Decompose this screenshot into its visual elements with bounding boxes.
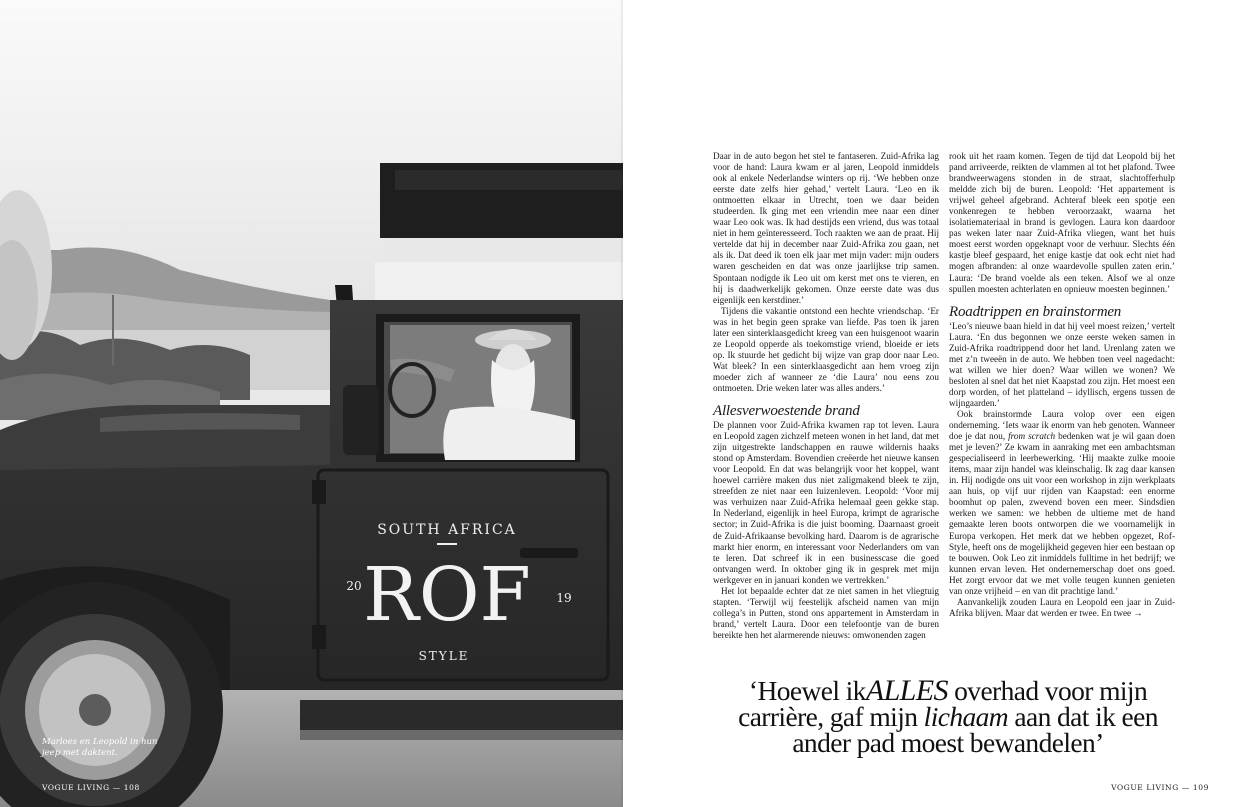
- paragraph: Aanvankelijk zouden Laura en Leopold een jaar in Zuid-Afrika blijven. Maar dat werden er twee. En twee →: [949, 596, 1175, 618]
- door-logo-rule: [437, 543, 457, 545]
- quote-emphasis: lichaam: [923, 701, 1009, 732]
- article-column-2: [949, 151, 1175, 619]
- door-logo-right-year: 19: [556, 591, 572, 605]
- right-page-article: [623, 0, 1247, 807]
- emphasis: from scratch: [1008, 431, 1056, 442]
- jeep-photo: [0, 0, 623, 807]
- left-page-photo: [0, 0, 623, 807]
- quote-text: ‘Hoewel ik: [748, 675, 866, 706]
- door-logo-bottom: STYLE: [418, 649, 470, 663]
- pull-quote: [713, 674, 1183, 758]
- paragraph: Tijdens die vakantie ontstond een hechte vriendschap. ‘Er was in het begin geen sprake van liefde. Pas toen ik jaren later een sinterklaasgedicht kreeg van een huisgenoot waarin ze Leopold opperde als toekomstige vriend, bloeide er iets op. Ik stuurde het gedicht bij wijze van grap door naar Leo. Wat bleek? In een sinterklaasgedicht aan hem vroeg zijn moeder zich af wanneer ze ‘die Laura’ nou eens zou ontmoeten. Drie weken later was alles anders.’: [713, 305, 939, 393]
- paragraph: De plannen voor Zuid-Afrika kwamen rap tot leven. Laura en Leopold zagen zichzelf meteen wonen in het land, dat met zijn uitgestrekte landschappen en rauwe wildernis haaks stond op Amsterdam. Bovendien creëerde het nieuwe kansen voor Leopold. En dat was belangrijk voor het koppel, want hoewel carrière maken dus niet zaligmakend bleek te zijn, streefden ze niet naar een luizenleven. Leopold: ‘Voor mij was verhuizen naar Zuid-Afrika helemaal geen gekke stap. In Nederland, eigenlijk in heel Europa, krimpt de agrarische sector; in Zuid-Afrika is die juist booming. Daarnaast groeit de Zuid-Afrikaanse bevolking hard. Daarom is de agrarische markt hier enorm, en interessant voor Nederlanders om van te leren. Dat schreef ik in een businesscase die goed ontvangen werd. In oktober ging ik in gesprek met mijn werkgever en in januari konden we vertrekken.’: [713, 420, 939, 585]
- paragraph: Het lot bepaalde echter dat ze niet samen in het vliegtuig stapten. ‘Terwijl wij feestelijk afscheid namen van mijn collega’s in Putten, stond ons appartement in Amsterdam in brand,’ vertelt Laura. Door een telefoontje van de buren bereikte hen het alarmerende nieuws: omwonenden zagen: [713, 585, 939, 640]
- photo-caption: Marloes en Leopold in hun jeep met daktent.: [42, 737, 158, 758]
- subhead-brand: Allesverwoestende brand: [713, 403, 860, 420]
- paragraph: [949, 409, 1175, 597]
- paragraph: Daar in de auto begon het stel te fantaseren. Zuid-Afrika lag voor de hand: Laura kwam er al jaren, Leopold inmiddels ook al enkele Nederlandse winters op rij. ‘We hebben onze eerste date zelfs hier gehad,’ vertelt Laura. ‘Leo en ik ontmoetten elkaar in Utrecht, toen we daar beiden studeerden. Ik ging met een vriendin mee naar een diner waar Leo ook was. Ik had destijds een vriend, dus was totaal niet in hem geïnteresseerd. Toch raakten we aan de praat. Hij vertelde dat hij in december naar Zuid-Afrika zou gaan, net als ik. Dat deed ik toen elk jaar met mijn vader: mijn ouders waren gescheiden en dat was onze jaarlijkse trip samen. Spontaan nodigde ik Leo uit om kerst met ons te vieren, en hij is daadwerkelijk gekomen. Onze eerste date was dus eigenlijk een kerstdiner.’: [713, 151, 939, 305]
- folio-left: VOGUE LIVING — 108: [42, 783, 140, 792]
- quote-text: aan dat ik een ander pad moest bewandelen’: [792, 701, 1158, 758]
- subhead-roadtrip: Roadtrippen en brainstormen: [949, 303, 1122, 320]
- door-logo-main: ROF: [363, 552, 531, 638]
- paragraph-text: bedenken wat je wil gaan doen met je leven?’ Ze kwam in aanraking met een ambachtsman gespecialiseerd in leerbewerking. ‘Hij maakte zulke mooie items, maar zijn handel was kleinschalig. Ik zag daar kansen in. Hij nodigde ons uit voor een workshop in zijn werkplaats aan huis, op vijf uur rijden van Kaapstad: een enorme boomhut op palen, zwevend boven een meer. Sindsdien werken we samen: we hebben de ultieme met de hand gemaakte leren boots ontworpen die we voornamelijk in Europa verkopen. Het merk dat we hebben opgezet, Rof-Style, heeft ons de mogelijkheid gegeven hier een bestaan op te bouwen. Ook Leo zit inmiddels fulltime in het bedrijf; we kunnen ervan leven. Het ondernemerschap doet ons goed. Het zorgt ervoor dat we met volle teugen kunnen genieten van onze vrijheid – en van dit prachtige land.’: [949, 431, 1176, 596]
- quote-emphasis: ALLES: [865, 674, 948, 707]
- paragraph: ‘Leo’s nieuwe baan hield in dat hij veel moest reizen,’ vertelt Laura. ‘En dus begonnen we onze eerste weken samen in Zuid-Afrika roadtrippend door het land. Urenlang zaten we met z’n tweeën in de auto. We hebben toen veel nagedacht: wat willen we hier doen? Waar willen we wonen? We besloten al snel dat het niet Kaapstad zou zijn. Het moest een dorp worden, of het platteland – idyllisch, ergens tussen de wijngaarden.’: [949, 320, 1175, 408]
- paragraph: rook uit het raam komen. Tegen de tijd dat Leopold bij het pand arriveerde, reikten de vlammen al tot het plafond. Twee brandweerwagens stonden in de straat, slachtofferhulp meldde zich bij de buren. Leopold: ‘Het appartement is vrijwel geheel afgebrand. Achteraf bleek een spotje een vonkenregen te hebben veroorzaakt, waarna het isolatiemateriaal in brand is gevlogen. Laura kon daardoor pas weken later naar Zuid-Afrika vliegen, want het huis moest eerst worden opgeknapt voor de verhuur. Slechts één kastje bleef gespaard, het enige kastje dat ook echt niet had mogen afbranden: al onze waardevolle spullen zaten erin.’ Laura: ‘De brand voelde als een teken. Alsof we al onze spullen moesten achterlaten en opnieuw moesten beginnen.’: [949, 151, 1175, 294]
- paragraph-text: Ook brainstormde Laura volop over een eigen onderneming. ‘Iets waar ik enorm van heb genoten. Wanneer doe je dat nou,: [949, 408, 1175, 442]
- door-logo-left-year: 20: [346, 579, 362, 593]
- door-logo-top: SOUTH AFRICA: [377, 522, 517, 538]
- quote-text: overhad voor mijn carrière, gaf mijn: [738, 675, 1148, 732]
- article-column-1: [713, 151, 939, 641]
- folio-right: VOGUE LIVING — 109: [1111, 783, 1209, 792]
